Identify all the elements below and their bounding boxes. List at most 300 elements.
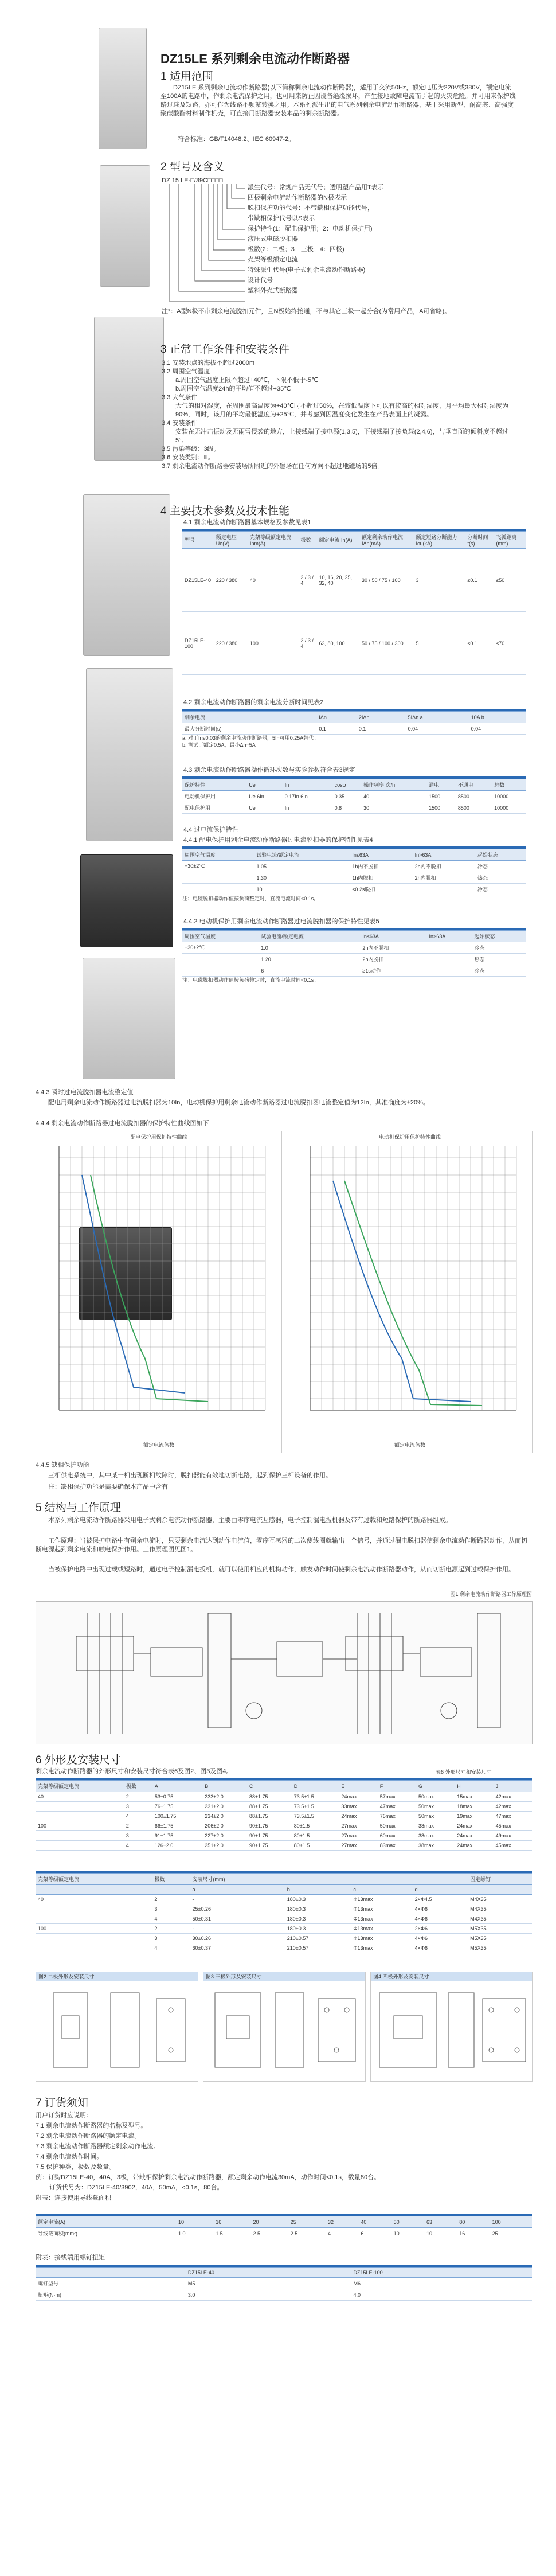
t7-c: Φ13max	[351, 1934, 412, 1943]
t6-c: 2	[124, 1821, 152, 1831]
wire-h: 32	[326, 2216, 358, 2228]
t1-h: 额定剩余动作电流 IΔn(mA)	[359, 532, 413, 549]
t6-c: 206±2.0	[202, 1821, 247, 1831]
t1-c: 100	[248, 612, 298, 675]
t7-h: 极数	[152, 1874, 190, 1885]
t6-c: 50max	[378, 1821, 416, 1831]
t6-c: 3	[124, 1802, 152, 1812]
t6-c: 18max	[455, 1802, 493, 1812]
t1-h: 极数	[298, 532, 316, 549]
t6-c: 38max	[416, 1831, 455, 1841]
s7-items	[36, 2111, 528, 2204]
s2-item: 极数(2：二极；3：三极；4：四极)	[248, 246, 344, 253]
t7-c: 4×Φ6	[413, 1904, 468, 1914]
s3-item: 3.7 剩余电流动作断路器安装场所附近的外磁场在任何方向不超过地磁场的5倍。	[162, 463, 384, 470]
t3-h: 操作频率 次/h	[361, 779, 426, 791]
t5-h: 起始状态	[472, 931, 526, 942]
s445-note: 注：缺相保护功能是需要确保本产品中含有	[48, 1484, 168, 1490]
table-1	[182, 529, 526, 675]
curve-note3: 4.4.4 剩余电流动作断路器过电流脱扣器的保护特性曲线图如下	[36, 1120, 209, 1127]
t6-c: 2	[124, 1792, 152, 1802]
s2-item: 四极剩余电流动作断路器的N极表示	[248, 194, 347, 201]
wire-h: 63	[424, 2216, 457, 2228]
curve2-title: 电动机保护用保护特性曲线	[378, 1134, 441, 1140]
s445-heading: 4.4.5 缺相保护功能	[36, 1462, 89, 1469]
s7-heading: 7 订货须知	[36, 2097, 88, 2109]
torque-h	[36, 2268, 186, 2278]
fig2-svg	[36, 1981, 197, 2079]
t5-h: In>63A	[426, 931, 472, 942]
t7-c: M4X35	[468, 1904, 532, 1914]
product-photo-4p-b	[86, 668, 173, 841]
t2-c: 0.1	[357, 723, 406, 735]
t6-c: 90±1.75	[247, 1821, 292, 1831]
s2-note: 注*：A型N极不带剩余电流脱扣元件，且N极始终接通，不与其它三极一起分合(为常用产品，A可省略)。	[162, 308, 451, 315]
s7-item: 订货代号为：DZ15LE-40/3902，40A，50mA，<0.1s，80台。	[49, 2184, 224, 2191]
t4-c: +30±2℃	[182, 861, 254, 872]
t7-sub: a	[190, 1885, 285, 1895]
torque-c: 螺钉型号	[36, 2278, 186, 2289]
fig2-panel	[36, 1972, 198, 2082]
t4-c	[182, 884, 254, 895]
t4-h: In≤63A	[350, 849, 412, 861]
s3-item: a.周围空气温度上限不超过+40℃，下限不低于-5℃	[175, 377, 319, 384]
s445-text: 三相供电系统中，其中某一相出现断相故障时，脱扣器能有效地切断电路，起到保护三相设备的作用。	[48, 1472, 332, 1479]
t5-c: 1.0	[259, 942, 360, 954]
t3-c: 配电保护用	[182, 802, 246, 814]
s3-heading: 3 正常工作条件和安装条件	[160, 344, 289, 356]
t7-c: 4	[152, 1914, 190, 1924]
t4-h: 起始状态	[475, 849, 526, 861]
t6-c: 27max	[339, 1841, 377, 1851]
t7-sub	[36, 1885, 152, 1895]
wire-c: 2.5	[288, 2228, 326, 2239]
t5-c: 1.20	[259, 954, 360, 965]
t6-c	[36, 1841, 124, 1851]
t6-h: 极数	[124, 1781, 152, 1792]
t7-h: 固定螺钉	[468, 1874, 532, 1885]
t6-c: 76max	[378, 1812, 416, 1821]
s2-item: 保护特性(1：配电保护用；2：电动机保护用)	[248, 225, 373, 232]
t6-c: 60max	[378, 1831, 416, 1841]
t1-caption: 4.1 剩余电流动作断路器基本规格及参数见表1	[183, 519, 311, 526]
table-3	[182, 776, 526, 814]
t4-c: 1h内脱扣	[350, 872, 412, 884]
s2-item: 塑料外壳式断路器	[248, 287, 298, 294]
t2-h: IΔn	[316, 712, 357, 723]
t6-c: 90±1.75	[247, 1831, 292, 1841]
t6-c: 15max	[455, 1792, 493, 1802]
t1-c: ≤70	[494, 612, 526, 675]
t1-c: 5	[413, 612, 465, 675]
t2-caption: 4.2 剩余电流动作断路器的剩余电流分断时间见表2	[183, 699, 324, 706]
t2-h: 2IΔn	[357, 712, 406, 723]
t6-c: 100±1.75	[152, 1812, 202, 1821]
s7-item: 7.5 保护种类，极数及数量。	[36, 2164, 116, 2171]
t7-c: 180±0.3	[285, 1895, 351, 1904]
t3-c: 0.35	[332, 791, 361, 802]
t6-c: 50max	[416, 1792, 455, 1802]
t4-h: 试验电流/额定电流	[254, 849, 350, 861]
t3-h: In	[283, 779, 332, 791]
t2-c: 0.04	[469, 723, 526, 735]
t4-c: ≤0.2s脱扣	[350, 884, 412, 895]
t6-c: 234±2.0	[202, 1812, 247, 1821]
t7-c: 180±0.3	[285, 1904, 351, 1914]
t6-c: 80±1.5	[292, 1831, 339, 1841]
t6-c: 233±2.0	[202, 1792, 247, 1802]
wire-h: 50	[391, 2216, 424, 2228]
t6-h: G	[416, 1781, 455, 1792]
t2-h: 10A b	[469, 712, 526, 723]
t5-sub: 4.4.2 电动机保护用剩余电流动作断路器过电流脱扣器的保护特性见表5	[183, 918, 379, 925]
t5-h: 试验电流/额定电流	[259, 931, 360, 942]
t6-c: 24max	[455, 1821, 493, 1831]
s3-item: b.周围空气温度24h的平均值不超过+35℃	[175, 385, 291, 392]
t7-c: 180±0.3	[285, 1914, 351, 1924]
t7-h	[285, 1874, 351, 1885]
t4-c: 2h内不脱扣	[413, 861, 475, 872]
t7-c: 40	[36, 1895, 152, 1904]
t1-h: 额定电流 In(A)	[316, 532, 359, 549]
t7-c: Φ13max	[351, 1943, 412, 1953]
t7-c: 3	[152, 1904, 190, 1914]
t7-h: 安装尺寸(mm)	[190, 1874, 285, 1885]
curve2-svg	[287, 1141, 531, 1439]
t6-c: 42max	[494, 1802, 532, 1812]
t5-note: 注：电磁脱扣器动作值按负荷整定时，直流电流时间<0.1s。	[182, 977, 319, 983]
t1-h: 型号	[182, 532, 214, 549]
s4-heading: 4 主要技术参数及技术性能	[160, 505, 289, 517]
product-photo-4p-c	[83, 958, 175, 1079]
t5-h: In≤63A	[360, 931, 426, 942]
fig2-title: 图2 二极外形及安装尺寸	[36, 1972, 198, 1981]
s1-heading: 1 适用范围	[160, 71, 213, 83]
t6-c: 47max	[378, 1802, 416, 1812]
t6-c: 3	[124, 1831, 152, 1841]
t6-c: 88±1.75	[247, 1792, 292, 1802]
t6-h: A	[152, 1781, 202, 1792]
t6-c: 90±1.75	[247, 1841, 292, 1851]
t6-c: 40	[36, 1792, 124, 1802]
s2-item: 派生代号：常规产品无代号；透明塑产品用T表示	[248, 184, 384, 191]
t6-c: 227±2.0	[202, 1831, 247, 1841]
t1-c: DZ15LE-100	[182, 612, 214, 675]
t6-h: J	[494, 1781, 532, 1792]
curve1-svg	[36, 1141, 280, 1439]
t6-c: 88±1.75	[247, 1802, 292, 1812]
t6-c: 19max	[455, 1812, 493, 1821]
s7-item: 7.1 剩余电流动作断路器的名称及型号。	[36, 2122, 147, 2129]
wire-c: 10	[424, 2228, 457, 2239]
t1-h: 飞弧距离 (mm)	[494, 532, 526, 549]
t1-c: 2 / 3 / 4	[298, 612, 316, 675]
t4-c: 1.05	[254, 861, 350, 872]
t1-h: 额定短路分断能力 Icu(kA)	[413, 532, 465, 549]
t1-c: 2 / 3 / 4	[298, 549, 316, 612]
t7-c	[36, 1904, 152, 1914]
t4-c: 1h内不脱扣	[350, 861, 412, 872]
t2-c: 最大分断时间(s)	[182, 723, 316, 735]
wire-c: 2.5	[251, 2228, 288, 2239]
t7-c: 25±0.26	[190, 1904, 285, 1914]
t4-note: 注：电磁脱扣器动作值按负荷整定时，直流电流时间<0.1s。	[182, 896, 319, 901]
t7-c: 210±0.57	[285, 1934, 351, 1943]
t6-c: 50max	[416, 1802, 455, 1812]
curve-note2: 配电用剩余电流动作断路器过电流脱扣器为10In，电动机保护用剩余电流动作断路器过电流脱扣器电流整定值为12In，其准确度为±20%。	[48, 1099, 429, 1106]
s3-items	[162, 359, 517, 471]
t5-c: 2h内脱扣	[360, 954, 426, 965]
t7-c: 3	[152, 1934, 190, 1943]
t6-c	[36, 1812, 124, 1821]
t7-c: M4X35	[468, 1895, 532, 1904]
t5-c	[426, 942, 472, 954]
s2-item: 带缺相保护代号以S表示	[248, 215, 315, 222]
table-5	[182, 928, 526, 983]
t7-h	[413, 1874, 468, 1885]
curve1-title: 配电保护用保护特性曲线	[130, 1134, 187, 1140]
t5-c: 冷态	[472, 942, 526, 954]
t3-c: Ue 6In	[246, 791, 282, 802]
t6-c: 45max	[494, 1841, 532, 1851]
foot-title: 附表：接线端用螺钉扭矩	[36, 2254, 105, 2261]
s2-code: DZ 15 LE-□/39C□□□□	[162, 177, 223, 184]
t7-c: M5X35	[468, 1924, 532, 1934]
s6-cap: 剩余电流动作断路器的外形尺寸和安装尺寸符合表6及图2、图3及图4。	[36, 1768, 233, 1775]
curve-note1: 4.4.3 瞬时过电流脱扣器电流整定值	[36, 1089, 134, 1096]
t7-c: 180±0.3	[285, 1924, 351, 1934]
t4-c	[182, 872, 254, 884]
table-6	[36, 1778, 532, 1851]
t3-c: 10000	[492, 802, 526, 814]
t6-h: B	[202, 1781, 247, 1792]
page-title: DZ15LE 系列剩余电流动作断路器	[160, 52, 350, 66]
s3-item: 3.3 大气条件	[162, 394, 198, 401]
t2-c: 0.1	[316, 723, 357, 735]
torque-c: 3.0	[186, 2289, 351, 2301]
t6-c: 80±1.5	[292, 1841, 339, 1851]
torque-h: DZ15LE-100	[351, 2268, 532, 2278]
s3-item: 安装在无冲击振动及无雨雪侵袭的地方，上接线端子接电源(1,3,5)，下接线端子接负载(2,4,6)，与垂直面的倾斜度不超过5°。	[175, 428, 508, 444]
t5-c: 6	[259, 965, 360, 977]
t6-c: 24max	[339, 1792, 377, 1802]
s5-p3: 当被保护电路中出现过载或短路时，通过电子控制漏电扳机，就可以使用相应的机构动作，触发动作时间使剩余电流动作断路器动作，从而切断电源起到过载保护作用。	[48, 1566, 515, 1573]
t6-c	[36, 1831, 124, 1841]
t6-c: 24max	[339, 1812, 377, 1821]
s5-p1: 本系列剩余电流动作断路器采用电子式剩余电流动作断路器，主要由零序电流互感器，电子控制漏电扳机器及带有过载和短路保护的断路器组成。	[48, 1517, 452, 1524]
t2-c: 0.04	[406, 723, 469, 735]
t3-h: 保护特性	[182, 779, 246, 791]
torque-c: M6	[351, 2278, 532, 2289]
curve1-xlabel: 额定电流倍数	[143, 1442, 174, 1448]
fig1-svg	[36, 1602, 532, 1744]
table-2	[182, 709, 526, 748]
t6-h: E	[339, 1781, 377, 1792]
t6-c: 73.5±1.5	[292, 1792, 339, 1802]
t6-c: 91±1.75	[152, 1831, 202, 1841]
t3-c: Ue	[246, 802, 282, 814]
s6-tbl-title: 表6 外形尺寸和安装尺寸	[436, 1769, 492, 1775]
t5-c: +30±2℃	[182, 942, 259, 954]
s3-item: 3.1 安装地点的海拔不超过2000m	[162, 360, 254, 366]
t4-c: 2h内脱扣	[413, 872, 475, 884]
table-7	[36, 1871, 532, 1953]
t6-c: 88±1.75	[247, 1812, 292, 1821]
wire-h: 40	[358, 2216, 391, 2228]
t6-c: 66±1.75	[152, 1821, 202, 1831]
t7-c: 210±0.57	[285, 1943, 351, 1953]
wire-h: 20	[251, 2216, 288, 2228]
t6-c: 33max	[339, 1802, 377, 1812]
t1-h: 壳架等级额定电流 Inm(A)	[248, 532, 298, 549]
t7-c: 100	[36, 1924, 152, 1934]
t7-c: 2×Φ6	[413, 1924, 468, 1934]
wire-c: 6	[358, 2228, 391, 2239]
t6-c: 100	[36, 1821, 124, 1831]
t1-c: 10, 16, 20, 25, 32, 40	[316, 549, 359, 612]
t6-h: F	[378, 1781, 416, 1792]
t7-c	[36, 1943, 152, 1953]
t6-c: 4	[124, 1812, 152, 1821]
t7-h: 壳架等级额定电流	[36, 1874, 152, 1885]
t6-h: H	[455, 1781, 493, 1792]
t7-c: Φ13max	[351, 1914, 412, 1924]
t3-c: In	[283, 802, 332, 814]
s7-item: 例：订购DZ15LE-40，40A，3极，带缺相保护剩余电流动作断路器，额定剩余动作电流30mA，动作时间<0.1s，数量80台。	[36, 2174, 381, 2181]
t3-c: 0.17In 6In	[283, 791, 332, 802]
s7-item: 7.2 剩余电流动作断路器的额定电流。	[36, 2133, 141, 2140]
product-photo-4p	[83, 494, 170, 656]
t7-c: 4×Φ6	[413, 1934, 468, 1943]
wire-h: 额定电流(A)	[36, 2216, 176, 2228]
t6-c: 83max	[378, 1841, 416, 1851]
t7-c: -	[190, 1924, 285, 1934]
t4-c: 冷态	[475, 861, 526, 872]
fig3-svg	[203, 1981, 364, 2079]
t1-h: 额定电压 Ue(V)	[214, 532, 248, 549]
product-photo-2p	[99, 28, 147, 149]
wire-c: 导线截面积(mm²)	[36, 2228, 176, 2239]
t6-c: 231±2.0	[202, 1802, 247, 1812]
wire-c: 16	[457, 2228, 490, 2239]
t3-h: Ue	[246, 779, 282, 791]
t1-c: ≤0.1	[465, 549, 494, 612]
t6-c: 38max	[416, 1821, 455, 1831]
t6-c: 73.5±1.5	[292, 1802, 339, 1812]
t6-c	[36, 1802, 124, 1812]
t1-c: DZ15LE-40	[182, 549, 214, 612]
t1-c: ≤0.1	[465, 612, 494, 675]
t2-note1: a. 对于In≤0.03的剩余电流动作断路器，5I=可用0.25A替代。	[182, 735, 319, 741]
t6-c: 24max	[455, 1831, 493, 1841]
t6-c: 251±2.0	[202, 1841, 247, 1851]
s3-item: 大气的相对湿度，在周围最高温度为+40℃时不超过50%，在较低温度下可以有较高的相对湿度，月平均最大相对湿度为90%，同时，该月的平均最低温度为+25℃，并考虑到因温度变化发生在产品表面上的凝露。	[175, 403, 509, 418]
curve-panel-1	[36, 1131, 282, 1453]
t3-c: 30	[361, 802, 426, 814]
t7-c: M5X35	[468, 1934, 532, 1943]
wire-c: 10	[391, 2228, 424, 2239]
t5-c: 热态	[472, 954, 526, 965]
t6-h: 壳架等级额定电流	[36, 1781, 124, 1792]
t5-c: ≥1s动作	[360, 965, 426, 977]
s2-item: 液压式电磁脱扣器	[248, 236, 298, 243]
s3-item: 3.4 安装条件	[162, 420, 198, 427]
t7-sub: b	[285, 1885, 351, 1895]
wire-c: 25	[490, 2228, 532, 2239]
t7-c: 4	[152, 1943, 190, 1953]
t5-c: 2h内不脱扣	[360, 942, 426, 954]
t5-c	[426, 954, 472, 965]
product-photo-2p-b	[100, 165, 150, 287]
t7-c: M4X35	[468, 1914, 532, 1924]
t6-c: 50max	[416, 1812, 455, 1821]
torque-c: M5	[186, 2278, 351, 2289]
t3-h: 通电	[426, 779, 456, 791]
torque-c: 扭矩(N·m)	[36, 2289, 186, 2301]
t3-c: 10000	[492, 791, 526, 802]
t7-c: 2	[152, 1895, 190, 1904]
fig3-title: 图3 三极外形及安装尺寸	[203, 1972, 365, 1981]
t7-c: 50±0.31	[190, 1914, 285, 1924]
t6-c: 42max	[494, 1792, 532, 1802]
t7-c: Φ13max	[351, 1924, 412, 1934]
t1-c: 30 / 50 / 75 / 100	[359, 549, 413, 612]
fig1-title: 图1 剩余电流动作断路器工作原理图	[450, 1591, 532, 1597]
fig4-panel	[370, 1972, 533, 2082]
t6-c: 76±1.75	[152, 1802, 202, 1812]
t6-h: D	[292, 1781, 339, 1792]
t7-c: 4×Φ6	[413, 1914, 468, 1924]
wire-table	[36, 2214, 532, 2239]
t3-c: 8500	[456, 791, 492, 802]
curve2-xlabel: 额定电流倍数	[394, 1442, 425, 1448]
t5-c	[182, 954, 259, 965]
t7-c: -	[190, 1895, 285, 1904]
t2-h: 5IΔn a	[406, 712, 469, 723]
t3-caption: 4.3 剩余电流动作断路器操作循环次数与实验参数符合表3规定	[183, 767, 355, 774]
s5-p2: 工作原理：当被保护电路中有剩余电流时，只要剩余电流达到动作电流值，零序互感器的二次侧线圈就输出一个信号，并通过漏电脱扣器使剩余电流动作断路器动作，从而切断电源起到剩余电流和触电保护作用。工作原理图见图1。	[36, 1537, 527, 1553]
s2-item: 脱扣保护功能代号：不带缺相保护功能代号，	[248, 205, 374, 212]
t7-sub	[152, 1885, 190, 1895]
t7-c: 2×Φ4.5	[413, 1895, 468, 1904]
s7-item: 7.3 剩余电流动作断路器额定剩余动作电流。	[36, 2143, 160, 2150]
t3-c: 1500	[426, 802, 456, 814]
t3-c: 1500	[426, 791, 456, 802]
t6-c: 27max	[339, 1831, 377, 1841]
t2-note2: b. 测试于额定0.5A，最小Δn=5A。	[182, 742, 261, 748]
t3-c: 8500	[456, 802, 492, 814]
t7-c: Φ13max	[351, 1895, 412, 1904]
wire-h: 25	[288, 2216, 326, 2228]
t5-c	[182, 965, 259, 977]
t7-sub	[468, 1885, 532, 1895]
s3-item: 3.5 污染等级：3级。	[162, 446, 220, 452]
t6-c: 73.5±1.5	[292, 1812, 339, 1821]
t7-c: Φ13max	[351, 1904, 412, 1914]
fig3-panel	[203, 1972, 366, 2082]
t1-c: 3	[413, 549, 465, 612]
t1-h: 分断时间 t(s)	[465, 532, 494, 549]
t7-c: 4×Φ6	[413, 1943, 468, 1953]
t6-c: 24max	[455, 1841, 493, 1851]
t1-c: 50 / 75 / 100 / 300	[359, 612, 413, 675]
t7-c: 30±0.26	[190, 1934, 285, 1943]
fig1-diagram	[36, 1601, 533, 1744]
s2-items	[248, 184, 488, 297]
t4-c	[413, 884, 475, 895]
t3-c: 电动机保护用	[182, 791, 246, 802]
s2-item: 特殊派生代号(电子式剩余电流动作断路器)	[248, 267, 366, 274]
